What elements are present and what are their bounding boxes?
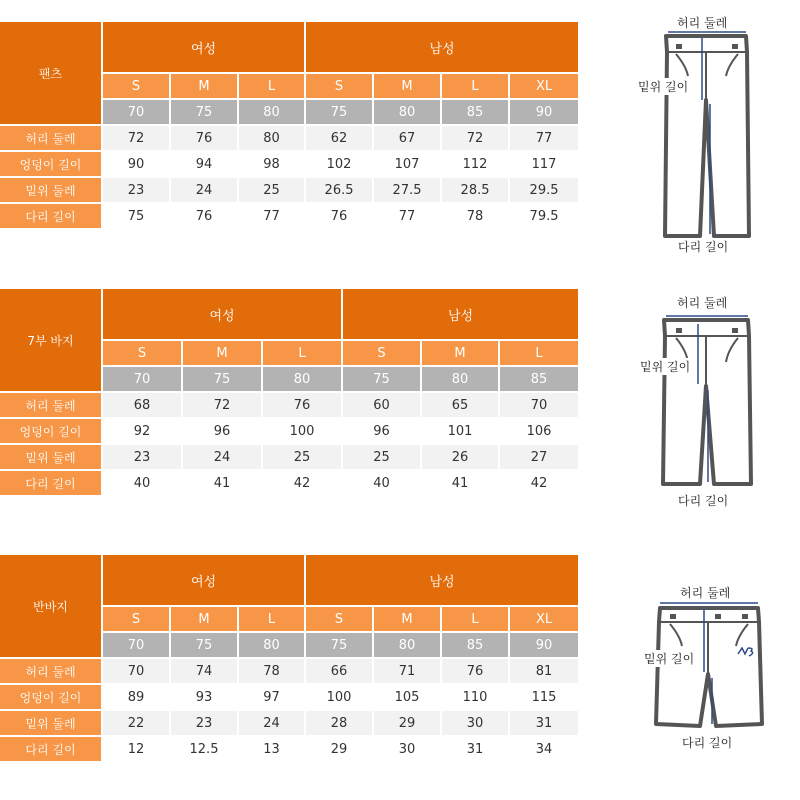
size-label: S (306, 607, 374, 633)
value-cell: 24 (239, 711, 306, 737)
table-row (0, 178, 578, 204)
row-label: 다리 길이 (0, 204, 103, 230)
size-number: 70 (103, 367, 183, 393)
table-row (0, 393, 578, 419)
size-number: 85 (442, 100, 510, 126)
row-label: 허리 둘레 (0, 393, 103, 419)
value-cell: 76 (442, 659, 510, 685)
value-cell: 81 (510, 659, 578, 685)
size-label: M (171, 74, 239, 100)
category-label: 7부 바지 (0, 289, 103, 393)
value-cell: 27.5 (374, 178, 442, 204)
value-cell: 74 (171, 659, 239, 685)
value-cell: 68 (103, 393, 183, 419)
value-cell: 65 (422, 393, 500, 419)
waist-measure-label: 허리 둘레 (677, 16, 728, 30)
value-cell: 96 (183, 419, 263, 445)
value-cell: 98 (239, 152, 306, 178)
value-cell: 26 (422, 445, 500, 471)
waist-measure-label: 허리 둘레 (677, 296, 728, 310)
gender-header-women: 여성 (103, 289, 343, 341)
row-label: 엉덩이 길이 (0, 685, 103, 711)
size-number: 70 (103, 100, 171, 126)
size-number: 75 (171, 633, 239, 659)
value-cell: 92 (103, 419, 183, 445)
size-label: S (103, 341, 183, 367)
table-row (0, 685, 578, 711)
table-row (0, 737, 578, 763)
value-cell: 24 (171, 178, 239, 204)
value-cell: 112 (442, 152, 510, 178)
value-cell: 76 (171, 204, 239, 230)
value-cell: 72 (183, 393, 263, 419)
cropped-pants-measurement-diagram (630, 288, 780, 518)
leg-measure-label: 다리 길이 (682, 736, 733, 750)
value-cell: 70 (103, 659, 171, 685)
value-cell: 76 (306, 204, 374, 230)
row-label: 다리 길이 (0, 737, 103, 763)
row-label: 엉덩이 길이 (0, 152, 103, 178)
value-cell: 66 (306, 659, 374, 685)
value-cell: 26.5 (306, 178, 374, 204)
pants-measurement-diagram (630, 8, 780, 258)
size-label: L (500, 341, 578, 367)
size-label: L (263, 341, 343, 367)
value-cell: 102 (306, 152, 374, 178)
value-cell: 42 (263, 471, 343, 497)
value-cell: 25 (239, 178, 306, 204)
value-cell: 30 (374, 737, 442, 763)
leg-measure-label: 다리 길이 (678, 240, 729, 254)
value-cell: 67 (374, 126, 442, 152)
size-number: 75 (306, 633, 374, 659)
waist-measure-label: 허리 둘레 (680, 586, 731, 600)
value-cell: 107 (374, 152, 442, 178)
category-label: 팬츠 (0, 22, 103, 126)
rise-measure-label: 밑위 길이 (644, 652, 695, 666)
shorts-illustration (630, 578, 780, 758)
value-cell: 62 (306, 126, 374, 152)
value-cell: 90 (103, 152, 171, 178)
size-number: 75 (183, 367, 263, 393)
size-number: 80 (263, 367, 343, 393)
value-cell: 79.5 (510, 204, 578, 230)
value-cell: 34 (510, 737, 578, 763)
table-row (0, 471, 578, 497)
category-label: 반바지 (0, 555, 103, 659)
value-cell: 100 (306, 685, 374, 711)
value-cell: 93 (171, 685, 239, 711)
row-label: 허리 둘레 (0, 126, 103, 152)
size-label: S (103, 607, 171, 633)
value-cell: 89 (103, 685, 171, 711)
size-number: 75 (343, 367, 422, 393)
value-cell: 40 (103, 471, 183, 497)
size-label: XL (510, 74, 578, 100)
gender-header-men: 남성 (306, 555, 578, 607)
size-number: 70 (103, 633, 171, 659)
value-cell: 41 (183, 471, 263, 497)
value-cell: 13 (239, 737, 306, 763)
value-cell: 23 (103, 178, 171, 204)
value-cell: 77 (374, 204, 442, 230)
value-cell: 22 (103, 711, 171, 737)
value-cell: 115 (510, 685, 578, 711)
size-number: 80 (239, 100, 306, 126)
value-cell: 77 (239, 204, 306, 230)
size-number: 80 (422, 367, 500, 393)
value-cell: 75 (103, 204, 171, 230)
size-number: 90 (510, 100, 578, 126)
value-cell: 60 (343, 393, 422, 419)
value-cell: 106 (500, 419, 578, 445)
value-cell: 101 (422, 419, 500, 445)
value-cell: 40 (343, 471, 422, 497)
size-label: M (422, 341, 500, 367)
size-label: L (442, 607, 510, 633)
value-cell: 76 (171, 126, 239, 152)
leg-measure-label: 다리 길이 (678, 494, 729, 508)
value-cell: 94 (171, 152, 239, 178)
size-label: L (239, 607, 306, 633)
row-label: 다리 길이 (0, 471, 103, 497)
value-cell: 28 (306, 711, 374, 737)
shorts-size-table (0, 555, 578, 763)
size-label: L (442, 74, 510, 100)
size-label: M (374, 607, 442, 633)
table-row (0, 126, 578, 152)
size-number: 80 (239, 633, 306, 659)
size-label: L (239, 74, 306, 100)
size-label: S (306, 74, 374, 100)
value-cell: 72 (103, 126, 171, 152)
value-cell: 25 (343, 445, 422, 471)
value-cell: 71 (374, 659, 442, 685)
value-cell: 42 (500, 471, 578, 497)
value-cell: 41 (422, 471, 500, 497)
table-row (0, 711, 578, 737)
table-row (0, 659, 578, 685)
size-number: 75 (171, 100, 239, 126)
size-label: M (183, 341, 263, 367)
value-cell: 97 (239, 685, 306, 711)
cropped-pants-size-table (0, 289, 578, 497)
value-cell: 29 (306, 737, 374, 763)
size-label: XL (510, 607, 578, 633)
value-cell: 80 (239, 126, 306, 152)
table-row (0, 445, 578, 471)
rise-measure-label: 밑위 길이 (640, 360, 691, 374)
value-cell: 23 (171, 711, 239, 737)
value-cell: 29.5 (510, 178, 578, 204)
value-cell: 28.5 (442, 178, 510, 204)
value-cell: 96 (343, 419, 422, 445)
size-number: 85 (500, 367, 578, 393)
gender-header-women: 여성 (103, 22, 306, 74)
size-label: M (374, 74, 442, 100)
table-row (0, 152, 578, 178)
gender-header-men: 남성 (306, 22, 578, 74)
size-number: 80 (374, 633, 442, 659)
value-cell: 31 (510, 711, 578, 737)
size-number: 90 (510, 633, 578, 659)
cropped-pants-illustration (630, 288, 780, 518)
row-label: 엉덩이 길이 (0, 419, 103, 445)
value-cell: 110 (442, 685, 510, 711)
value-cell: 70 (500, 393, 578, 419)
gender-header-women: 여성 (103, 555, 306, 607)
value-cell: 31 (442, 737, 510, 763)
size-label: S (343, 341, 422, 367)
value-cell: 105 (374, 685, 442, 711)
value-cell: 78 (442, 204, 510, 230)
value-cell: 24 (183, 445, 263, 471)
row-label: 밑위 둘레 (0, 178, 103, 204)
value-cell: 23 (103, 445, 183, 471)
rise-measure-label: 밑위 길이 (638, 80, 689, 94)
value-cell: 12 (103, 737, 171, 763)
value-cell: 78 (239, 659, 306, 685)
value-cell: 25 (263, 445, 343, 471)
value-cell: 77 (510, 126, 578, 152)
size-number: 85 (442, 633, 510, 659)
pants-size-table (0, 22, 578, 230)
pants-illustration (630, 8, 780, 258)
shorts-measurement-diagram (630, 578, 780, 758)
size-number: 80 (374, 100, 442, 126)
row-label: 허리 둘레 (0, 659, 103, 685)
row-label: 밑위 둘레 (0, 445, 103, 471)
value-cell: 30 (442, 711, 510, 737)
value-cell: 117 (510, 152, 578, 178)
value-cell: 27 (500, 445, 578, 471)
table-row (0, 204, 578, 230)
value-cell: 76 (263, 393, 343, 419)
size-label: M (171, 607, 239, 633)
value-cell: 29 (374, 711, 442, 737)
size-label: S (103, 74, 171, 100)
row-label: 밑위 둘레 (0, 711, 103, 737)
value-cell: 100 (263, 419, 343, 445)
value-cell: 12.5 (171, 737, 239, 763)
gender-header-men: 남성 (343, 289, 578, 341)
value-cell: 72 (442, 126, 510, 152)
size-number: 75 (306, 100, 374, 126)
table-row (0, 419, 578, 445)
